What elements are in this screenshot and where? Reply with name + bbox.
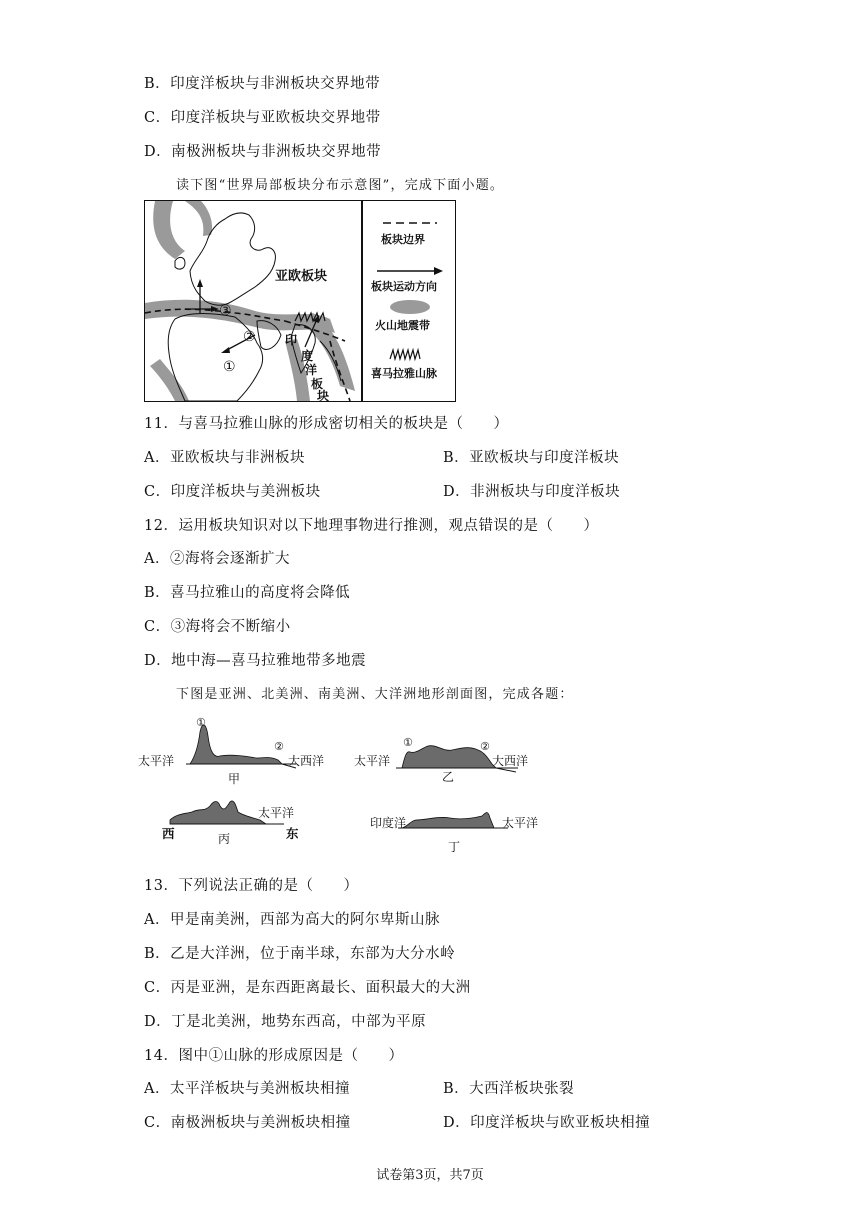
option-q14-d: D．印度洋板块与欧亚板块相撞 [443, 1115, 651, 1131]
legend-movement-label: 板块运动方向 [371, 280, 437, 293]
option-q11-d: D．非洲板块与印度洋板块 [443, 484, 621, 500]
marker-3: ③ [219, 303, 232, 319]
legend-divider [361, 201, 363, 401]
profile-ding-left: 印度洋 [370, 816, 407, 830]
option-q10-c: C．印度洋板块与亚欧板块交界地带 [144, 110, 381, 126]
question-12-stem: 12．运用板块知识对以下地理事物进行推测，观点错误的是（ ） [144, 518, 599, 534]
legend-himalaya-label: 喜马拉雅山脉 [371, 367, 437, 380]
option-q14-c: C．南极洲板块与美洲板块相撞 [144, 1115, 351, 1131]
marker-1: ① [223, 359, 236, 375]
profile-ding-name: 丁 [448, 840, 461, 854]
profile-yi-marker-2: ② [480, 740, 490, 753]
page-footer: 试卷第3页，共7页 [376, 1168, 484, 1183]
profiles-intro-text: 下图是亚洲、北美洲、南美洲、大洋洲地形剖面图，完成各题： [176, 687, 574, 702]
option-q12-a: A．②海将会逐渐扩大 [144, 551, 290, 567]
profile-yi-name: 乙 [442, 770, 455, 784]
profile-ding-right: 太平洋 [502, 816, 539, 830]
plate-label-indian-1: 印 [285, 333, 298, 347]
option-q12-b: B．喜马拉雅山的高度将会降低 [144, 585, 351, 601]
marker-2: ② [243, 329, 256, 345]
profile-bing-east: 东 [286, 826, 299, 841]
question-11-stem: 11．与喜马拉雅山脉的形成密切相关的板块是（ ） [144, 416, 509, 432]
profile-jia-marker-2: ② [274, 740, 284, 753]
profile-jia-right: 大西洋 [288, 754, 325, 768]
option-q11-b: B．亚欧板块与印度洋板块 [443, 450, 620, 466]
option-q13-a: A．甲是南美洲，西部为高大的阿尔卑斯山脉 [144, 912, 440, 928]
map-intro-text: 读下图“世界局部板块分布示意图”，完成下面小题。 [176, 178, 505, 193]
plate-label-indian-5: 块 [317, 389, 330, 403]
profile-jia-name: 甲 [228, 772, 241, 786]
profile-yi-left: 太平洋 [354, 754, 391, 768]
legend-boundary-label: 板块边界 [381, 233, 425, 246]
profile-bing-ocean: 太平洋 [258, 806, 295, 820]
plate-label-indian-3: 洋 [305, 363, 318, 377]
plate-map-figure [144, 200, 456, 402]
profile-bing-name: 丙 [218, 832, 231, 846]
profile-jia-left: 太平洋 [138, 754, 175, 768]
option-q12-c: C．③海将会不断缩小 [144, 619, 291, 635]
option-q11-a: A．亚欧板块与非洲板块 [144, 450, 305, 466]
profile-ding-drawing [398, 808, 508, 838]
plate-label-indian-4: 板 [311, 377, 324, 391]
option-q13-d: D．丁是北美洲，地势东西高，中部为平原 [144, 1014, 427, 1030]
profile-bing-west: 西 [162, 826, 175, 841]
option-q10-b: B．印度洋板块与非洲板块交界地带 [144, 76, 381, 92]
profile-jia-marker-1: ① [196, 716, 206, 729]
question-13-stem: 13．下列说法正确的是（ ） [144, 878, 359, 894]
plate-label-eurasia: 亚欧板块 [275, 269, 328, 284]
option-q13-c: C．丙是亚洲，是东西距离最长、面积最大的大洲 [144, 980, 471, 996]
option-q14-a: A．太平洋板块与美洲板块相撞 [144, 1081, 350, 1097]
legend-volcano-label: 火山地震带 [375, 319, 430, 332]
profile-yi-marker-1: ① [403, 736, 413, 749]
profile-yi-right: 大西洋 [492, 754, 529, 768]
option-q13-b: B．乙是大洋洲，位于南半球，东部为大分水岭 [144, 946, 456, 962]
option-q14-b: B．大西洋板块张裂 [443, 1081, 575, 1097]
option-q11-c: C．印度洋板块与美洲板块 [144, 484, 321, 500]
question-14-stem: 14．图中①山脉的形成原因是（ ） [144, 1048, 404, 1064]
option-q10-d: D．南极洲板块与非洲板块交界地带 [144, 144, 382, 160]
plate-label-indian-2: 度 [301, 349, 314, 363]
option-q12-d: D．地中海—喜马拉雅地带多地震 [144, 653, 367, 669]
